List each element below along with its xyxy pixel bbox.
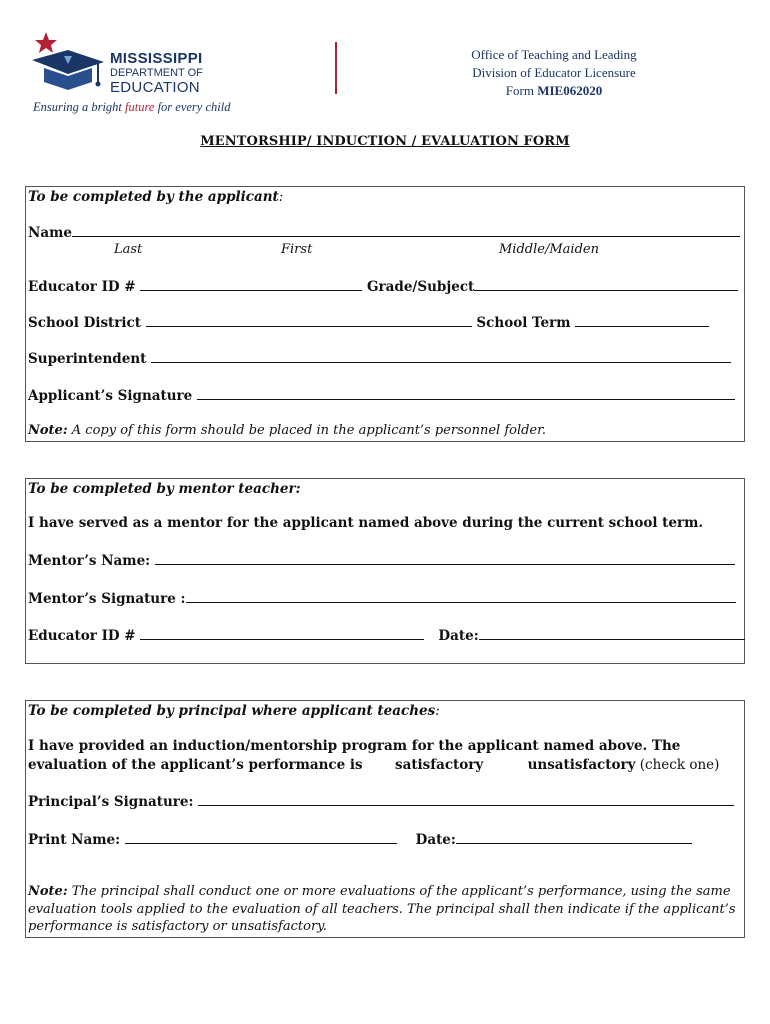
superintendent-row: Superintendent bbox=[28, 350, 744, 367]
option-satisfactory[interactable]: satisfactory bbox=[394, 757, 484, 773]
mentor-heading: To be completed by mentor teacher: bbox=[28, 481, 301, 497]
name-sub-middle: Middle/Maiden bbox=[499, 242, 599, 257]
school-term-field[interactable] bbox=[575, 314, 709, 327]
applicant-signature-row: Applicant’s Signature bbox=[28, 387, 744, 404]
form-number: Form MIE062020 bbox=[505, 83, 603, 98]
mentor-signature-field[interactable] bbox=[186, 590, 736, 603]
mentor-date-field[interactable] bbox=[479, 627, 745, 640]
name-sub-first: First bbox=[281, 242, 313, 257]
applicant-signature-field[interactable] bbox=[197, 387, 735, 400]
mentor-id-date-row: Educator ID # Date: bbox=[28, 627, 744, 644]
educator-id-field[interactable] bbox=[140, 278, 362, 291]
educator-grade-row: Educator ID # Grade/Subject bbox=[28, 278, 744, 295]
principal-signature-field[interactable] bbox=[198, 793, 734, 806]
graduation-cap-icon bbox=[28, 30, 108, 102]
applicant-section bbox=[25, 186, 745, 442]
applicant-heading: To be completed by the applicant: bbox=[28, 189, 284, 205]
name-row: Name bbox=[28, 224, 744, 241]
mentor-name-field[interactable] bbox=[155, 552, 735, 565]
principal-date-field[interactable] bbox=[456, 831, 692, 844]
logo-education: EDUCATION bbox=[110, 79, 200, 96]
principal-statement-2: evaluation of the applicant’s performance is satisfactory unsatisfactory (check one) bbox=[28, 757, 720, 773]
check-one-hint: (check one) bbox=[635, 757, 720, 773]
mentor-signature-row: Mentor’s Signature : bbox=[28, 590, 744, 607]
principal-signature-row: Principal’s Signature: bbox=[28, 793, 744, 810]
logo-department: DEPARTMENT OF bbox=[110, 67, 203, 79]
name-sub-last: Last bbox=[114, 242, 143, 257]
school-district-field[interactable] bbox=[146, 314, 472, 327]
principal-note-line2: evaluation tools applied to the evaluation of all teachers. The principal shall then indicate if the applicant’s bbox=[28, 902, 736, 917]
principal-note-line3: performance is satisfactory or unsatisfactory. bbox=[28, 919, 327, 934]
header-divider bbox=[335, 42, 337, 94]
mentor-name-row: Mentor’s Name: bbox=[28, 552, 744, 569]
applicant-note: Note: A copy of this form should be placed in the applicant’s personnel folder. bbox=[28, 423, 547, 438]
mentor-section bbox=[25, 478, 745, 664]
principal-heading: To be completed by principal where applicant teaches: bbox=[28, 703, 440, 719]
office-name: Office of Teaching and Leading bbox=[471, 47, 637, 62]
principal-section bbox=[25, 700, 745, 938]
district-term-row: School District School Term bbox=[28, 314, 744, 331]
print-name-field[interactable] bbox=[125, 831, 397, 844]
superintendent-field[interactable] bbox=[151, 350, 731, 363]
mentor-educator-id-field[interactable] bbox=[140, 627, 424, 640]
print-name-date-row: Print Name: Date: bbox=[28, 831, 744, 848]
principal-statement-1: I have provided an induction/mentorship program for the applicant named above. The bbox=[28, 738, 681, 754]
division-name: Division of Educator Licensure bbox=[472, 65, 636, 80]
name-field[interactable] bbox=[72, 224, 740, 237]
grade-subject-field[interactable] bbox=[474, 278, 738, 291]
logo-state: MISSISSIPPI bbox=[110, 50, 203, 67]
principal-note-line1: Note: The principal shall conduct one or more evaluations of the applicant’s performance, using the same bbox=[28, 884, 731, 899]
option-unsatisfactory[interactable]: unsatisfactory bbox=[527, 757, 636, 773]
office-block bbox=[440, 46, 668, 100]
logo-tagline: Ensuring a bright future for every child bbox=[33, 100, 231, 114]
mentor-statement: I have served as a mentor for the applicant named above during the current school term. bbox=[28, 515, 704, 531]
form-title: MENTORSHIP/ INDUCTION / EVALUATION FORM bbox=[200, 134, 570, 149]
